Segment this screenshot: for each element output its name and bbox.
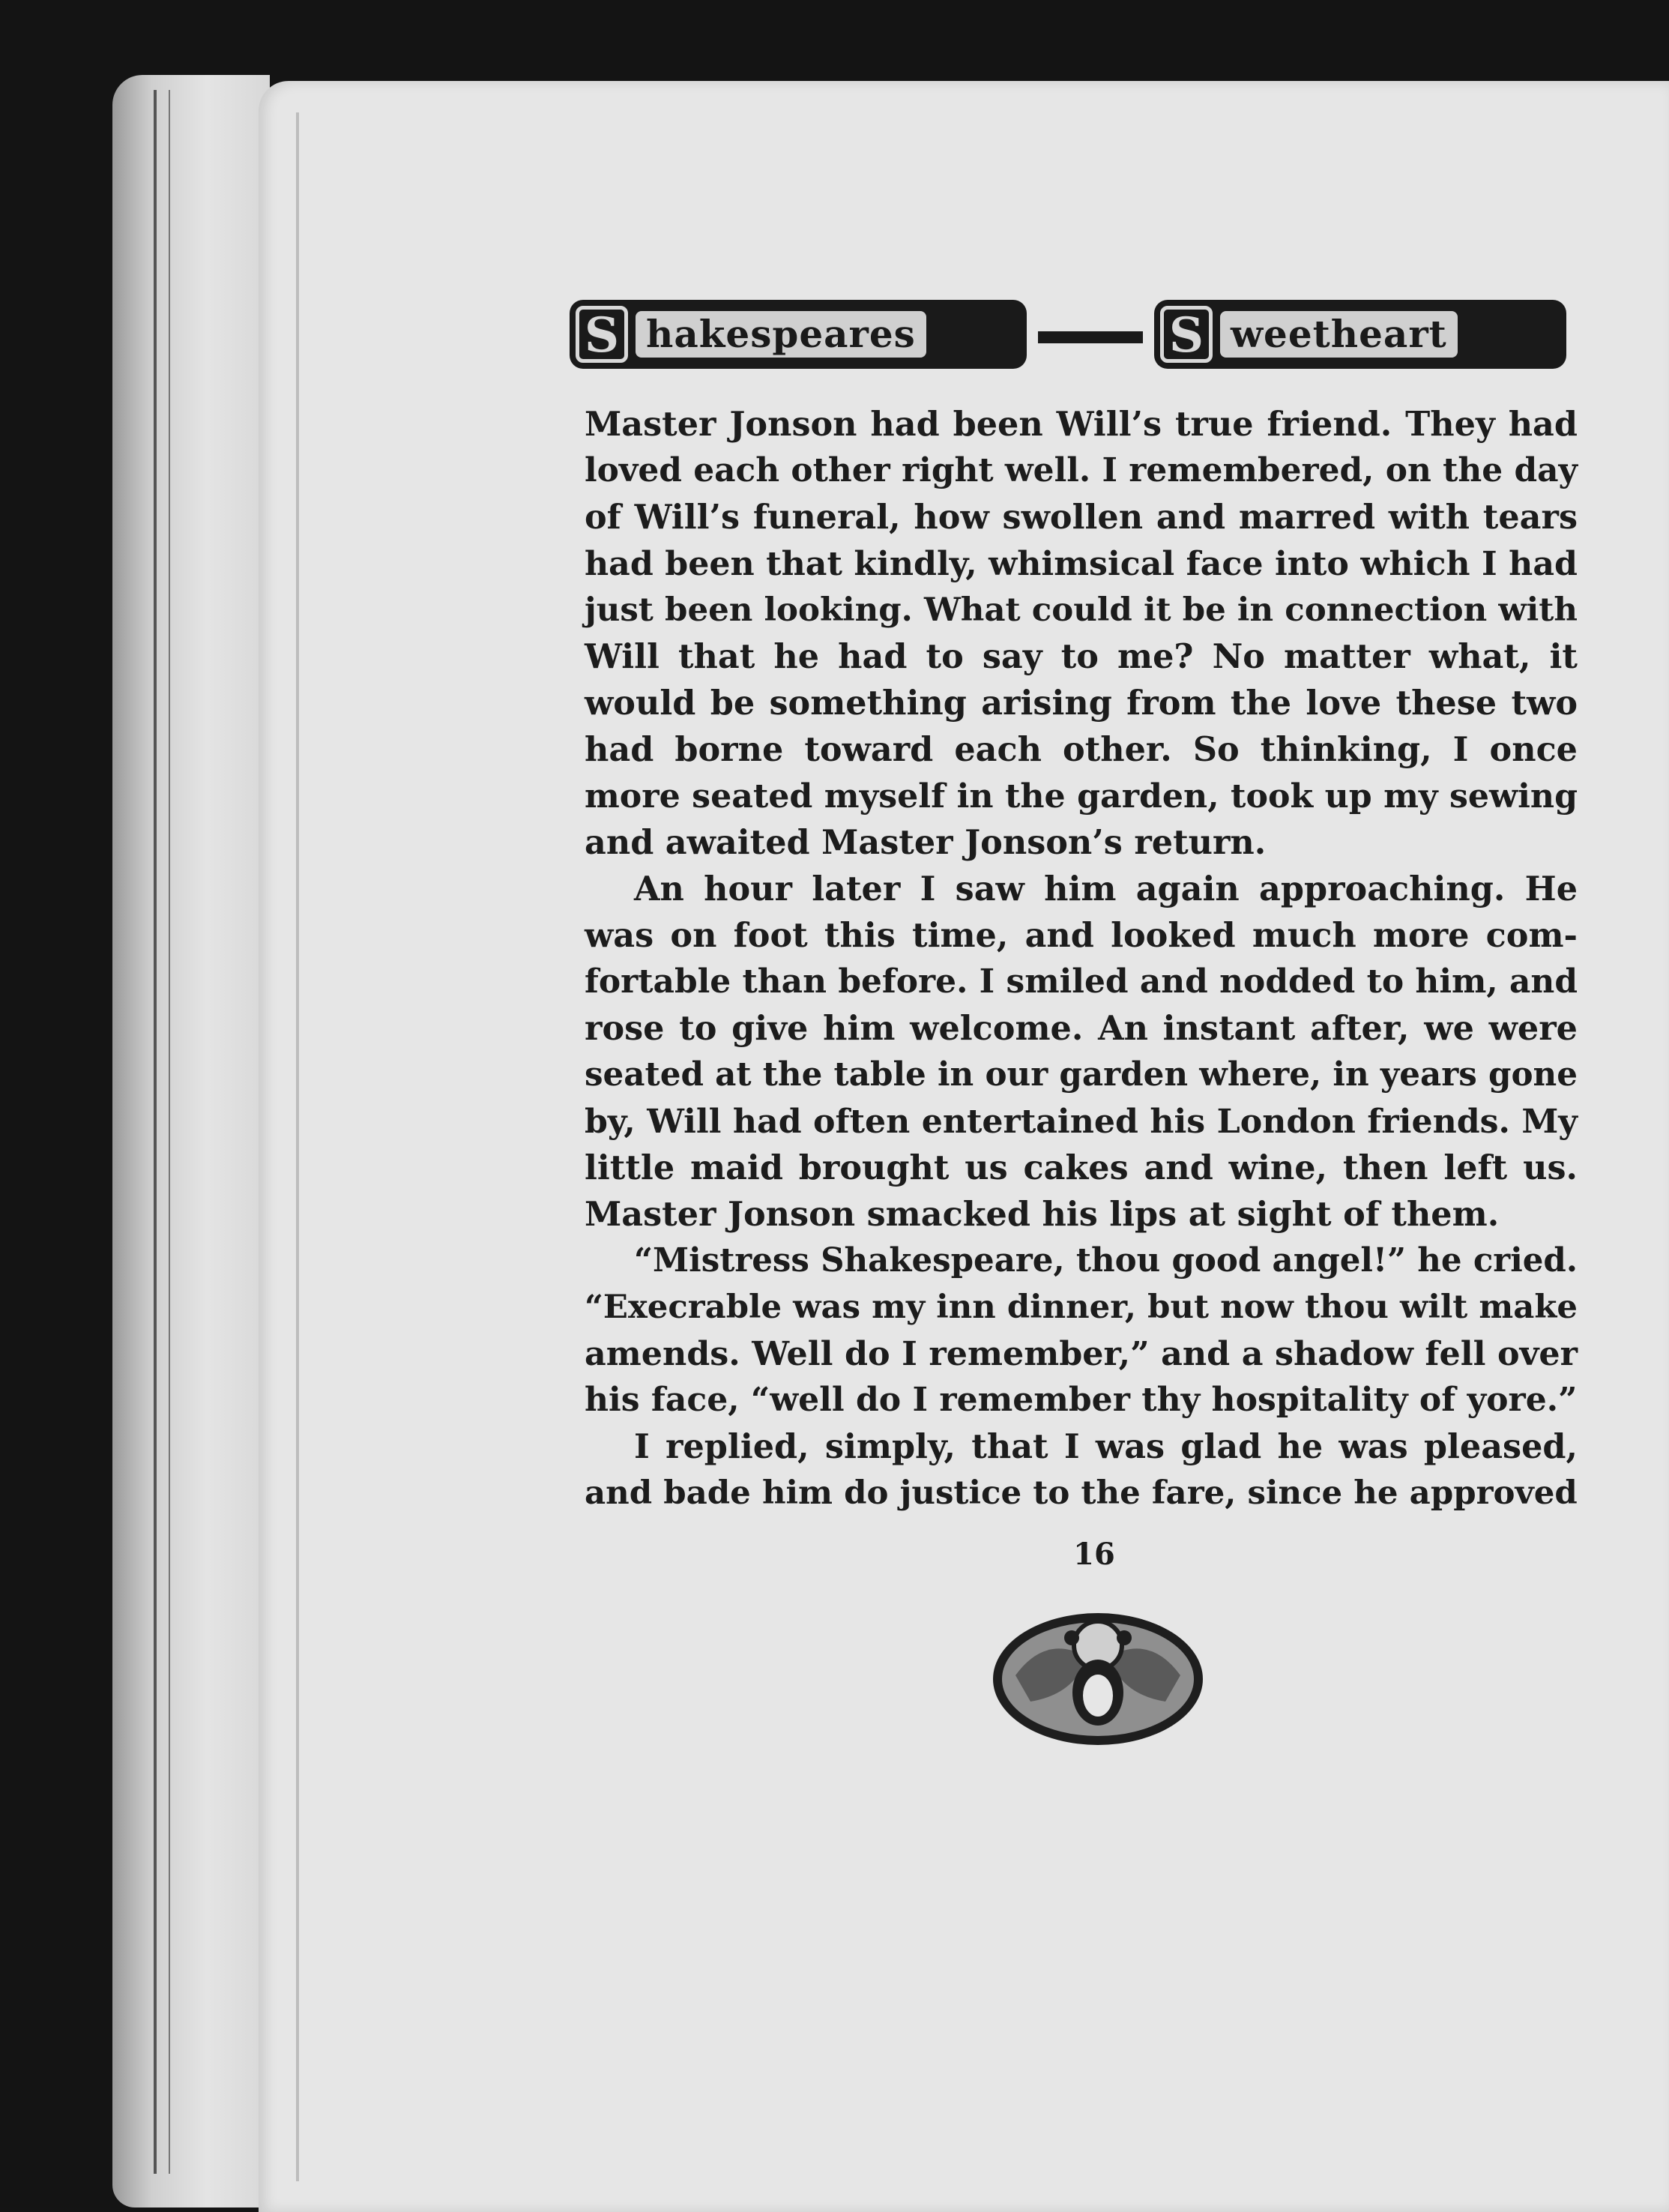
text-line: An hour later I saw him again approaching. He [634, 870, 1578, 908]
spine-line [169, 90, 170, 2174]
floral-ornament [986, 1604, 1210, 1754]
text-line: would be something arising from the love these two [585, 684, 1578, 723]
body-text [585, 401, 1578, 1516]
text-line: loved each other right well. I remembered, on the day [585, 451, 1578, 489]
text-line: amends. Well do I remember,” and a shadow fell over [585, 1334, 1578, 1373]
header-right-word: weetheart [1220, 311, 1458, 358]
text-line: more seated myself in the garden, took up my sewing [585, 777, 1578, 816]
page-number: 16 [1073, 1537, 1115, 1572]
text-line: Master Jonson smacked his lips at sight of them. [585, 1195, 1500, 1234]
header-right-initial: S [1160, 306, 1213, 363]
running-header [570, 300, 1570, 381]
text-line: Master Jonson had been Will’s true friend. They had [585, 405, 1578, 444]
text-line: had borne toward each other. So thinking, I once [585, 730, 1578, 769]
text-line: “Mistress Shakespeare, thou good angel!” he cried. [634, 1241, 1578, 1280]
page-inner-edge [296, 112, 299, 2181]
text-line: Will that he had to say to me? No matter what, it [585, 637, 1578, 676]
text-line: of Will’s funeral, how swollen and marred with tears [585, 498, 1578, 537]
text-line: his face, “well do I remember thy hospitality of yore.” [585, 1381, 1578, 1419]
text-line: and awaited Master Jonson’s return. [585, 823, 1267, 862]
book-spine [112, 75, 270, 2208]
text-line: seated at the table in our garden where, in years gone [585, 1055, 1578, 1094]
text-line: fortable than before. I smiled and nodded to him, and [585, 962, 1578, 1001]
text-line: and bade him do justice to the fare, since he approved [585, 1474, 1578, 1512]
running-header-left [570, 300, 1027, 369]
header-left-word: hakespeares [636, 311, 926, 358]
text-line: by, Will had often entertained his London friends. My [585, 1102, 1578, 1141]
text-line: was on foot this time, and looked much more com- [585, 916, 1578, 955]
text-line: little maid brought us cakes and wine, then left us. [585, 1148, 1578, 1187]
spine-line [154, 90, 157, 2174]
text-line: “Execrable was my inn dinner, but now thou wilt make [585, 1288, 1578, 1326]
header-left-initial: S [576, 306, 628, 363]
text-line: rose to give him welcome. An instant after, we were [585, 1009, 1578, 1048]
header-dash [1038, 331, 1143, 343]
text-line: had been that kindly, whimsical face into which I had [585, 544, 1578, 583]
text-line: I replied, simply, that I was glad he was pleased, [634, 1427, 1578, 1466]
text-line: just been looking. What could it be in connection with [585, 591, 1578, 629]
running-header-right [1154, 300, 1566, 369]
